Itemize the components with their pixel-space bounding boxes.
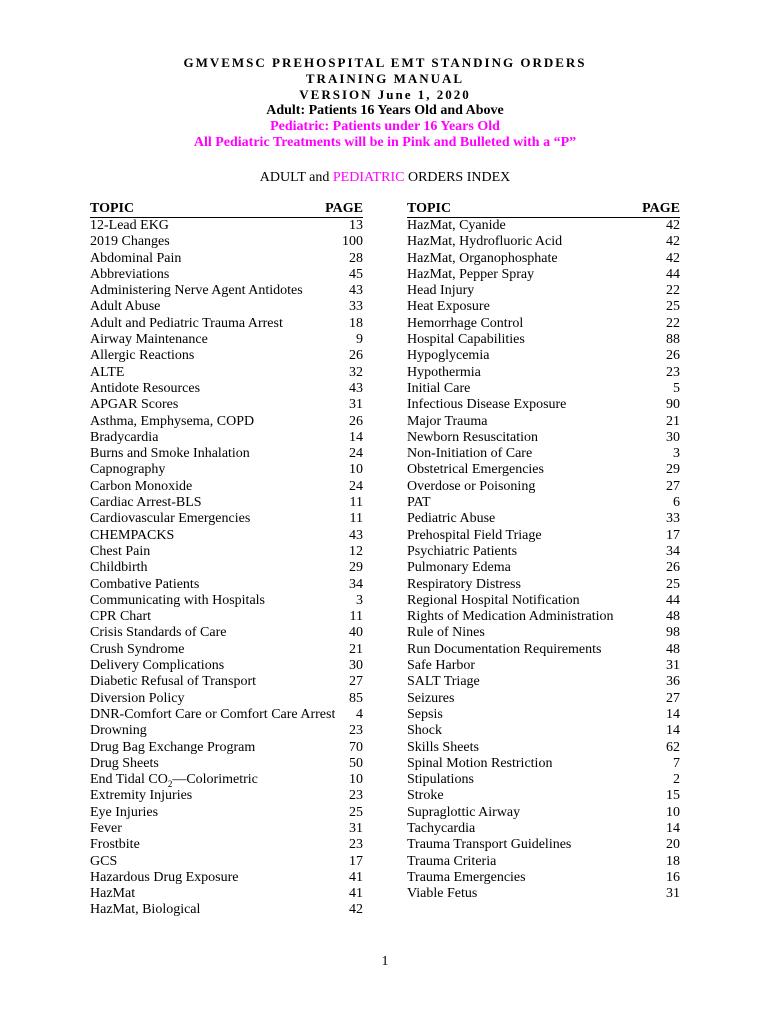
entry-page: 21 xyxy=(666,413,680,429)
entry-topic: APGAR Scores xyxy=(90,397,179,413)
entry-page: 28 xyxy=(349,250,363,266)
index-entry xyxy=(90,462,363,478)
index-entry xyxy=(407,788,680,804)
entry-topic: Abbreviations xyxy=(90,266,170,282)
entry-page: 25 xyxy=(666,576,680,592)
entry-page: 42 xyxy=(666,250,680,266)
entry-topic: Head Injury xyxy=(407,283,475,299)
entry-page: 25 xyxy=(666,299,680,315)
entry-topic: Fever xyxy=(90,820,122,836)
entry-page: 15 xyxy=(666,788,680,804)
index-entry xyxy=(407,691,680,707)
entry-topic: DNR-Comfort Care or Comfort Care Arrest xyxy=(90,706,336,722)
entry-topic: Hypothermia xyxy=(407,364,481,380)
index-entry xyxy=(407,740,680,756)
document-header xyxy=(0,55,770,151)
entry-topic: Hazardous Drug Exposure xyxy=(90,869,239,885)
index-entry xyxy=(407,365,680,381)
entry-topic: Crush Syndrome xyxy=(90,641,185,657)
entry-topic: Chest Pain xyxy=(90,543,151,559)
index-entry xyxy=(407,299,680,315)
entry-page: 17 xyxy=(666,527,680,543)
entry-page: 31 xyxy=(349,820,363,836)
entry-topic: Delivery Complications xyxy=(90,658,225,674)
entry-topic: Major Trauma xyxy=(407,413,488,429)
index-entry xyxy=(407,772,680,788)
entry-topic: Communicating with Hospitals xyxy=(90,592,265,608)
index-entry xyxy=(407,283,680,299)
entry-topic: Prehospital Field Triage xyxy=(407,527,542,543)
index-entry xyxy=(407,218,680,234)
manual-subtitle: TRAINING MANUAL xyxy=(305,71,465,86)
index-entry xyxy=(407,756,680,772)
entry-page: 23 xyxy=(349,837,363,853)
entry-topic: Stroke xyxy=(407,788,444,804)
entry-topic: Crisis Standards of Care xyxy=(90,625,227,641)
entry-topic: 12-Lead EKG xyxy=(90,218,169,233)
entry-topic: Safe Harbor xyxy=(407,658,476,674)
index-title-adult: ADULT and xyxy=(259,170,333,185)
entry-topic: Carbon Monoxide xyxy=(90,478,193,494)
index-entry xyxy=(407,332,680,348)
index-entry xyxy=(407,674,680,690)
entry-topic: Seizures xyxy=(407,690,455,706)
index-entry xyxy=(407,723,680,739)
manual-title: GMVEMSC PREHOSPITAL EMT STANDING ORDERS xyxy=(183,55,587,70)
entry-page: 98 xyxy=(666,625,680,641)
entry-topic: Obstetrical Emergencies xyxy=(407,462,544,478)
index-entry xyxy=(90,593,363,609)
entry-topic: Cardiovascular Emergencies xyxy=(90,511,251,527)
entry-topic: Infectious Disease Exposure xyxy=(407,397,567,413)
entry-topic: Drowning xyxy=(90,723,147,739)
entry-topic: Regional Hospital Notification xyxy=(407,592,580,608)
entry-page: 5 xyxy=(673,380,680,396)
index-entry xyxy=(90,251,363,267)
entry-topic: Non-Initiation of Care xyxy=(407,446,533,462)
index-entry xyxy=(407,316,680,332)
entry-topic: Rule of Nines xyxy=(407,625,485,641)
entry-page: 13 xyxy=(349,218,363,233)
entry-topic: Diversion Policy xyxy=(90,690,185,706)
entry-page: 48 xyxy=(666,641,680,657)
entry-topic: 2019 Changes xyxy=(90,234,170,250)
index-entry xyxy=(407,528,680,544)
index-entry xyxy=(90,511,363,527)
entry-page: 31 xyxy=(349,397,363,413)
index-entry xyxy=(407,348,680,364)
entry-page: 32 xyxy=(349,364,363,380)
entry-page: 22 xyxy=(666,283,680,299)
entry-page: 23 xyxy=(666,364,680,380)
index-entry xyxy=(407,381,680,397)
entry-page: 33 xyxy=(349,299,363,315)
index-entry xyxy=(407,658,680,674)
entry-topic: Asthma, Emphysema, COPD xyxy=(90,413,255,429)
index-entry xyxy=(90,837,363,853)
index-entry xyxy=(90,430,363,446)
entry-topic: Newborn Resuscitation xyxy=(407,429,539,445)
index-entry xyxy=(90,609,363,625)
entry-topic: HazMat, Hydrofluoric Acid xyxy=(407,234,563,250)
entry-topic: Burns and Smoke Inhalation xyxy=(90,446,250,462)
index-entry xyxy=(407,886,680,902)
entry-page: 14 xyxy=(666,706,680,722)
entry-page: 43 xyxy=(349,283,363,299)
entry-page: 41 xyxy=(349,869,363,885)
entry-page: 24 xyxy=(349,478,363,494)
entry-page: 22 xyxy=(666,315,680,331)
entry-topic: GCS xyxy=(90,853,118,869)
index-entry xyxy=(90,365,363,381)
index-entry xyxy=(90,821,363,837)
index-entry xyxy=(90,756,363,772)
entry-topic: Hypoglycemia xyxy=(407,348,490,364)
index-column-left xyxy=(90,201,363,919)
entry-page: 100 xyxy=(342,234,363,250)
index-entry xyxy=(90,316,363,332)
index-entry xyxy=(90,674,363,690)
entry-page: 14 xyxy=(666,723,680,739)
index-entry xyxy=(90,707,363,723)
index-title xyxy=(0,170,770,186)
index-entry xyxy=(407,414,680,430)
index-entry xyxy=(90,414,363,430)
entry-topic: Extremity Injuries xyxy=(90,788,193,804)
index-entry xyxy=(90,397,363,413)
adult-definition: Adult: Patients 16 Years Old and Above xyxy=(266,103,504,118)
entry-page: 34 xyxy=(349,576,363,592)
entry-page: 70 xyxy=(349,739,363,755)
entry-page: 11 xyxy=(349,511,363,527)
index-entry xyxy=(90,854,363,870)
entry-topic: Rights of Medication Administration xyxy=(407,609,614,625)
entry-topic: Spinal Motion Restriction xyxy=(407,755,553,771)
index-entry xyxy=(407,251,680,267)
entry-page: 2 xyxy=(673,772,680,788)
entry-page: 18 xyxy=(349,315,363,331)
entry-page: 21 xyxy=(349,641,363,657)
index-entry xyxy=(407,609,680,625)
index-entry xyxy=(90,234,363,250)
entry-topic: Supraglottic Airway xyxy=(407,804,521,820)
entry-page: 7 xyxy=(673,755,680,771)
entry-topic: Airway Maintenance xyxy=(90,332,208,348)
entry-topic: Eye Injuries xyxy=(90,804,159,820)
entry-topic: Adult Abuse xyxy=(90,299,161,315)
entry-page: 14 xyxy=(349,429,363,445)
index-entry xyxy=(407,479,680,495)
entry-topic: Trauma Criteria xyxy=(407,853,497,869)
index-entry xyxy=(90,691,363,707)
index-entry xyxy=(90,528,363,544)
index-entry xyxy=(407,642,680,658)
entry-topic: Hospital Capabilities xyxy=(407,332,525,348)
entry-topic: Pediatric Abuse xyxy=(407,511,496,527)
entry-page: 12 xyxy=(349,543,363,559)
index-entry xyxy=(90,577,363,593)
index-entry xyxy=(90,658,363,674)
index-entry xyxy=(90,625,363,641)
entry-topic: Cardiac Arrest-BLS xyxy=(90,495,202,511)
entry-topic: Adult and Pediatric Trauma Arrest xyxy=(90,315,283,331)
entry-topic: Trauma Emergencies xyxy=(407,869,526,885)
entry-page: 85 xyxy=(349,690,363,706)
entry-page: 6 xyxy=(673,495,680,511)
entry-page: 27 xyxy=(666,478,680,494)
index-entry xyxy=(90,446,363,462)
index-entry xyxy=(407,234,680,250)
page-header: PAGE xyxy=(325,201,363,216)
entry-page: 40 xyxy=(349,625,363,641)
index-entry xyxy=(407,625,680,641)
entry-page: 18 xyxy=(666,853,680,869)
index-entry xyxy=(90,544,363,560)
entry-page: 3 xyxy=(356,592,363,608)
entry-topic: Respiratory Distress xyxy=(407,576,521,592)
index-entry xyxy=(90,495,363,511)
pediatric-note: All Pediatric Treatments will be in Pink and Bulleted with a “P” xyxy=(193,135,577,150)
entry-topic: Pulmonary Edema xyxy=(407,560,511,576)
entry-page: 24 xyxy=(349,446,363,462)
entry-page: 34 xyxy=(666,543,680,559)
page-header: PAGE xyxy=(642,201,680,216)
index-entry xyxy=(407,707,680,723)
entry-topic: Trauma Transport Guidelines xyxy=(407,837,572,853)
entry-page: 62 xyxy=(666,739,680,755)
index-entry xyxy=(90,381,363,397)
column-header xyxy=(407,201,680,218)
entry-topic: Stipulations xyxy=(407,772,474,788)
entry-page: 30 xyxy=(666,429,680,445)
entry-page: 42 xyxy=(666,218,680,233)
entry-page: 36 xyxy=(666,674,680,690)
entry-topic: Frostbite xyxy=(90,837,140,853)
index-entry xyxy=(407,821,680,837)
entry-page: 42 xyxy=(666,234,680,250)
entry-topic: ALTE xyxy=(90,364,125,380)
index-entry xyxy=(90,479,363,495)
entry-page: 16 xyxy=(666,869,680,885)
entry-topic: Diabetic Refusal of Transport xyxy=(90,674,257,690)
index-entry xyxy=(90,772,363,788)
entry-page: 50 xyxy=(349,755,363,771)
entry-page: 33 xyxy=(666,511,680,527)
entry-topic: Hemorrhage Control xyxy=(407,315,524,331)
entry-page: 43 xyxy=(349,527,363,543)
entry-topic: Run Documentation Requirements xyxy=(407,641,602,657)
index-entry xyxy=(407,854,680,870)
entry-topic: End Tidal $CO_2—Colorimetric$ xyxy=(90,772,258,789)
index-entry xyxy=(407,495,680,511)
index-entry xyxy=(407,267,680,283)
version-line: VERSION June 1, 2020 xyxy=(299,87,471,102)
entry-topic: Sepsis xyxy=(407,706,443,722)
entry-page: 10 xyxy=(666,804,680,820)
entry-page: 26 xyxy=(666,560,680,576)
entry-page: 90 xyxy=(666,397,680,413)
entry-topic: Overdose or Poisoning xyxy=(407,478,536,494)
entry-page: 43 xyxy=(349,380,363,396)
entry-page: 29 xyxy=(666,462,680,478)
entry-page: 31 xyxy=(666,658,680,674)
index-entry xyxy=(407,560,680,576)
entry-topic: Combative Patients xyxy=(90,576,200,592)
index-entry xyxy=(90,805,363,821)
entry-page: 26 xyxy=(666,348,680,364)
index-entry xyxy=(407,446,680,462)
entry-page: 44 xyxy=(666,266,680,282)
index-entry xyxy=(407,462,680,478)
entry-topic: Administering Nerve Agent Antidotes xyxy=(90,283,303,299)
entry-topic: PAT xyxy=(407,495,431,511)
entry-page: 9 xyxy=(356,332,363,348)
entry-topic: HazMat, Pepper Spray xyxy=(407,266,535,282)
entry-page: 45 xyxy=(349,266,363,282)
entry-page: 29 xyxy=(349,560,363,576)
index-entry xyxy=(407,805,680,821)
entry-page: 41 xyxy=(349,886,363,902)
column-header xyxy=(90,201,363,218)
entry-page: 10 xyxy=(349,462,363,478)
entry-topic: Bradycardia xyxy=(90,429,159,445)
index-entry xyxy=(90,870,363,886)
entry-topic: Heat Exposure xyxy=(407,299,490,315)
entry-page: 27 xyxy=(349,674,363,690)
entry-topic: CPR Chart xyxy=(90,609,152,625)
entry-topic: Childbirth xyxy=(90,560,148,576)
entry-page: 26 xyxy=(349,413,363,429)
entry-topic: HazMat xyxy=(90,886,136,902)
entry-page: 27 xyxy=(666,690,680,706)
index-entry xyxy=(90,348,363,364)
entry-topic: Drug Sheets xyxy=(90,755,159,771)
index-entry xyxy=(90,218,363,234)
index-entry xyxy=(90,642,363,658)
topic-header: TOPIC xyxy=(407,201,452,216)
index-title-rest: ORDERS INDEX xyxy=(404,170,511,185)
index-entry xyxy=(90,788,363,804)
entry-topic: Shock xyxy=(407,723,442,739)
entry-page: 48 xyxy=(666,609,680,625)
index-entry xyxy=(90,267,363,283)
entry-topic: Initial Care xyxy=(407,380,471,396)
index-entry xyxy=(407,593,680,609)
index-entry xyxy=(407,870,680,886)
index-entry xyxy=(90,723,363,739)
index-entry xyxy=(407,837,680,853)
index-entry xyxy=(407,577,680,593)
index-entry xyxy=(90,560,363,576)
entry-page: 4 xyxy=(356,706,363,722)
entry-page: 42 xyxy=(349,902,363,918)
entry-topic: Tachycardia xyxy=(407,820,476,836)
page-number: 1 xyxy=(381,954,389,969)
entry-page: 88 xyxy=(666,332,680,348)
entry-topic: Skills Sheets xyxy=(407,739,479,755)
entry-topic: HazMat, Cyanide xyxy=(407,218,506,233)
index-entry xyxy=(90,299,363,315)
entry-topic: Viable Fetus xyxy=(407,886,478,902)
entry-page: 30 xyxy=(349,658,363,674)
index-entry xyxy=(90,332,363,348)
index-entry xyxy=(90,886,363,902)
pediatric-definition: Pediatric: Patients under 16 Years Old xyxy=(270,119,500,134)
index-entry xyxy=(407,397,680,413)
index-entry xyxy=(407,430,680,446)
entry-page: 23 xyxy=(349,788,363,804)
entry-page: 23 xyxy=(349,723,363,739)
entry-topic: Allergic Reactions xyxy=(90,348,195,364)
entry-page: 10 xyxy=(349,772,363,788)
entry-page: 11 xyxy=(349,609,363,625)
entry-topic: HazMat, Organophosphate xyxy=(407,250,558,266)
index-column-right xyxy=(407,201,680,902)
entry-page: 25 xyxy=(349,804,363,820)
entry-topic: Drug Bag Exchange Program xyxy=(90,739,256,755)
index-title-pediatric: PEDIATRIC xyxy=(332,170,405,185)
entry-page: 3 xyxy=(673,446,680,462)
entry-page: 17 xyxy=(349,853,363,869)
index-entry xyxy=(407,511,680,527)
entry-topic: Antidote Resources xyxy=(90,380,201,396)
entry-topic: SALT Triage xyxy=(407,674,480,690)
entry-page: 26 xyxy=(349,348,363,364)
topic-header: TOPIC xyxy=(90,201,135,216)
index-entry xyxy=(407,544,680,560)
entry-topic: Psychiatric Patients xyxy=(407,543,518,559)
index-entry xyxy=(90,283,363,299)
entry-page: 20 xyxy=(666,837,680,853)
entry-topic: Capnography xyxy=(90,462,166,478)
entry-topic: HazMat, Biological xyxy=(90,902,201,918)
entry-topic: CHEMPACKS xyxy=(90,527,175,543)
index-entry xyxy=(90,740,363,756)
entry-topic: Abdominal Pain xyxy=(90,250,182,266)
entry-page: 11 xyxy=(349,495,363,511)
entry-page: 44 xyxy=(666,592,680,608)
entry-page: 14 xyxy=(666,820,680,836)
entry-page: 31 xyxy=(666,886,680,902)
index-entry xyxy=(90,902,363,918)
